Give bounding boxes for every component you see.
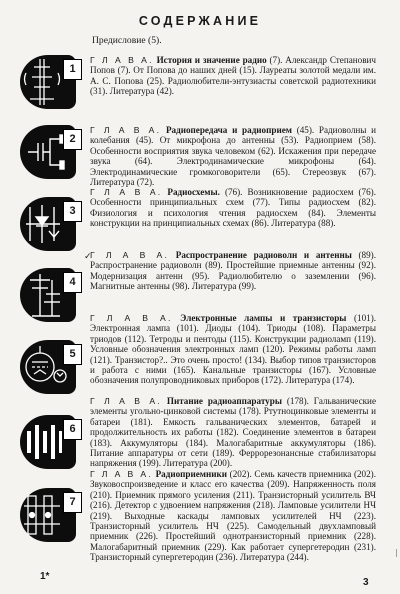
- chapter-title: Питание радиоаппаратуры: [166, 396, 282, 406]
- chapter-label: Г Л А В А.: [90, 313, 173, 323]
- chapter-label: Г Л А В А.: [90, 187, 163, 197]
- chapter-1-number: 1: [63, 59, 82, 80]
- chapter-contents: (76). Возникновение радиосхем (76). Особенности принципиальных схем (77). Типы радиосхем (82). Физиология и психология чтения радиосхем (84). Элементы конструкции на принципиальных схемах (86). Литература (88).: [90, 187, 376, 229]
- chapter-6-entry[interactable]: [90, 396, 376, 469]
- chapter-label: Г Л А В А.: [90, 396, 162, 406]
- chapter-title: Радиосхемы.: [167, 187, 220, 197]
- chapter-title: Распространение радиоволн и антенны: [175, 250, 352, 260]
- chapter-1-entry[interactable]: [90, 55, 376, 97]
- chapter-6-number: 6: [63, 419, 82, 440]
- chapter-3-number: 3: [63, 201, 82, 222]
- chapter-2-number: 2: [63, 129, 82, 150]
- chapter-4-entry[interactable]: [90, 250, 376, 292]
- chapter-contents: (89). Распространение радиоволн (89). Простейшие приемные антенны (92). Модернизация антенн (95). Радиолюбителю о заземлении (96). Магнитные антенны (98). Литература (99).: [90, 250, 376, 292]
- chapter-1-badge: [20, 55, 76, 109]
- chapter-contents: (202). Семь качеств приемника (202). Звуковоспроизведение и класс его качества (209). Напряженность поля (210). Приемник прямого усиления (211). Транзисторный усилитель ВЧ (216). Детектор с удвоением напряжения (218). Ламповые усилители НЧ (219). Выходные каскады ламповых усилителей НЧ (223). Транзисторный усилитель НЧ (225). Самодельный двухламповый приемник (226). Простейший однотранзисторный приемник (228). Малогабаритный приемник (229). Как работает супергетеродин (231). Транзисторный супергетеродин (236). Литература (244).: [90, 469, 377, 563]
- chapter-title: История и значение радио: [156, 55, 267, 65]
- chapter-title: Электронные лампы и транзисторы: [180, 313, 347, 323]
- check-mark: ✓: [84, 251, 92, 261]
- chapter-3-badge: [20, 197, 76, 251]
- chapter-label: Г Л А В А.: [90, 125, 162, 135]
- chapter-2-entry[interactable]: [90, 125, 376, 187]
- chapter-contents: (45). Радиоволны и колебания (45). От микрофона до антенны (53). Радиоприем (58). Особенности восприятия звука человеком (62). Искажения при передаче звука (64). Электродинамические микрофоны (64). Электродинамические громкоговорители (65). Стереозвук (67). Литература (72).: [90, 125, 376, 188]
- chapter-label: Г Л А В А.: [90, 469, 153, 479]
- preface-entry[interactable]: Предисловие (5).: [92, 35, 162, 46]
- page-number: 3: [363, 577, 369, 588]
- chapter-2-badge: [20, 125, 76, 179]
- chapter-7-number: 7: [63, 492, 82, 513]
- chapter-contents: (178). Гальванические элементы угольно-цинковой системы (178). Ртутноцинковые элементы и батареи (181). Емкость гальванических элементов, батарей и продолжительность их работы (182). Соединение элементов в батареи (183). Аккумуляторы (184). Малогабаритные аккумуляторы (186). Питание аппаратуры от сети (189). Феррорезонансные стабилизаторы напряжения (199). Литература (200).: [90, 396, 376, 469]
- chapter-6-badge: [20, 415, 76, 469]
- chapter-3-entry[interactable]: [90, 187, 376, 229]
- chapter-7-badge: [20, 488, 76, 542]
- chapter-title: Радиопередача и радиоприем: [165, 125, 292, 135]
- page-title: СОДЕРЖАНИЕ: [138, 14, 262, 28]
- chapter-contents: (101). Электронная лампа (101). Диоды (104). Триоды (108). Параметры триодов (112). Тетроды и пентоды (115). Конструкции радиоламп (119). Условные обозначения электронных ламп (120). Режимы работы ламп (121). Транзистор?.. Это очень просто! (134). Выбор типов транзисторов и работа с ними (165). Канальные транзисторы (167). Условные обозначения полупроводниковых приборов (172). Литература (174).: [90, 313, 377, 386]
- chapter-5-entry[interactable]: [90, 313, 376, 386]
- signature-mark: 1*: [40, 571, 50, 582]
- chapter-contents: (7). Александр Степанович Попов (7). От Попова до наших дней (15). Лауреаты золотой медали им. А. С. Попова (25). Радиолюбители-энтузиасты советской радиотехники (31). Литература (42).: [90, 55, 377, 97]
- chapter-5-number: 5: [63, 344, 82, 365]
- chapter-5-badge: [20, 340, 76, 394]
- chapter-label: Г Л А В А.: [90, 55, 154, 65]
- chapter-title: Радиоприемники: [155, 469, 228, 479]
- chapter-4-number: 4: [63, 272, 82, 293]
- chapter-7-entry[interactable]: [90, 469, 376, 563]
- chapter-4-badge: [20, 268, 76, 322]
- chapter-label: Г Л А В А.: [90, 250, 170, 260]
- margin-tick: |: [396, 548, 398, 557]
